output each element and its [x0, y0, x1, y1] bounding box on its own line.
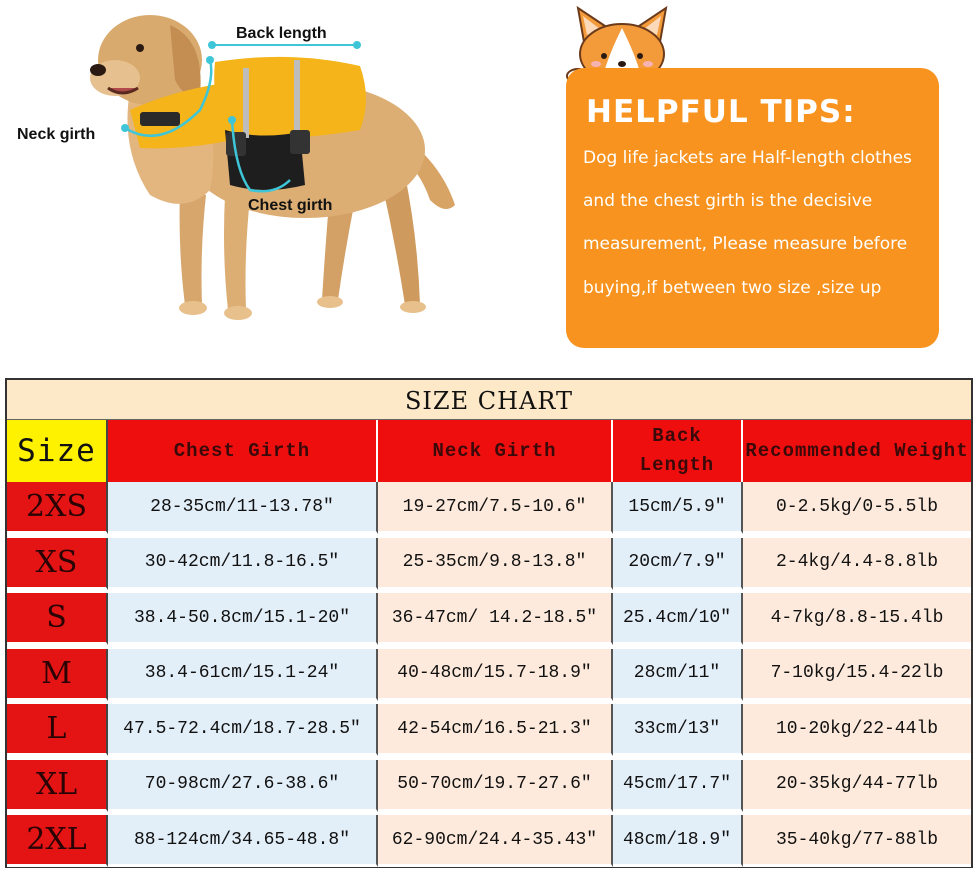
tips-line: Dog life jackets are Half-length clothes: [583, 148, 912, 168]
table-row: [7, 538, 971, 590]
back-length-cell: 15cm/5.9″: [613, 482, 743, 534]
size-chart-title: SIZE CHART: [7, 380, 971, 420]
recommended-weight-cell: 2-4kg/4.4-8.8lb: [743, 538, 971, 590]
neck-girth-cell: 19-27cm/7.5-10.6″: [378, 482, 613, 534]
neck-girth-cell: 42-54cm/16.5-21.3″: [378, 704, 613, 756]
tips-line: measurement, Please measure before: [583, 234, 908, 254]
table-row: [7, 593, 971, 645]
tips-line: buying,if between two size ,size up: [583, 278, 882, 298]
chest-girth-label: Chest girth: [248, 197, 333, 214]
size-cell: 2XS: [7, 482, 108, 534]
size-cell: L: [7, 704, 108, 756]
neck-girth-cell: 40-48cm/15.7-18.9″: [378, 649, 613, 701]
header-back-length: Back Length: [613, 420, 743, 482]
dog-with-life-jacket-illustration: [0, 0, 480, 360]
recommended-weight-cell: 7-10kg/15.4-22lb: [743, 649, 971, 701]
chest-girth-cell: 38.4-50.8cm/15.1-20″: [108, 593, 378, 645]
table-row: [7, 760, 971, 812]
header-chest-girth: Chest Girth: [108, 420, 378, 482]
chest-girth-cell: 88-124cm/34.65-48.8″: [108, 815, 378, 867]
back-length-cell: 45cm/17.7″: [613, 760, 743, 812]
recommended-weight-cell: 35-40kg/77-88lb: [743, 815, 971, 867]
header-size: Size: [7, 420, 108, 482]
neck-girth-cell: 62-90cm/24.4-35.43″: [378, 815, 613, 867]
header-neck-girth: Neck Girth: [378, 420, 613, 482]
back-length-cell: 33cm/13″: [613, 704, 743, 756]
recommended-weight-cell: 4-7kg/8.8-15.4lb: [743, 593, 971, 645]
table-row: [7, 704, 971, 756]
chest-girth-cell: 38.4-61cm/15.1-24″: [108, 649, 378, 701]
recommended-weight-cell: 10-20kg/22-44lb: [743, 704, 971, 756]
tips-title: HELPFUL TIPS:: [586, 94, 856, 130]
chest-girth-cell: 30-42cm/11.8-16.5″: [108, 538, 378, 590]
size-cell: XL: [7, 760, 108, 812]
tips-line: and the chest girth is the decisive: [583, 191, 873, 211]
size-cell: XS: [7, 538, 108, 590]
chest-girth-cell: 47.5-72.4cm/18.7-28.5″: [108, 704, 378, 756]
header-recommended-weight: Recommended Weight: [743, 420, 971, 482]
back-length-cell: 28cm/11″: [613, 649, 743, 701]
back-length-label: Back length: [236, 25, 327, 42]
table-row: [7, 815, 971, 867]
neck-girth-cell: 36-47cm/ 14.2-18.5″: [378, 593, 613, 645]
dog-measurement-illustration: [0, 0, 480, 360]
neck-girth-cell: 25-35cm/9.8-13.8″: [378, 538, 613, 590]
recommended-weight-cell: 0-2.5kg/0-5.5lb: [743, 482, 971, 534]
recommended-weight-cell: 20-35kg/44-77lb: [743, 760, 971, 812]
table-row: [7, 649, 971, 701]
back-length-cell: 20cm/7.9″: [613, 538, 743, 590]
table-row: [7, 482, 971, 534]
back-length-cell: 48cm/18.9″: [613, 815, 743, 867]
chest-girth-cell: 28-35cm/11-13.78″: [108, 482, 378, 534]
back-length-cell: 25.4cm/10″: [613, 593, 743, 645]
size-cell: 2XL: [7, 815, 108, 867]
neck-girth-cell: 50-70cm/19.7-27.6″: [378, 760, 613, 812]
size-cell: M: [7, 649, 108, 701]
size-cell: S: [7, 593, 108, 645]
chest-girth-cell: 70-98cm/27.6-38.6″: [108, 760, 378, 812]
helpful-tips-box: [566, 68, 939, 348]
size-chart-table: [5, 378, 973, 868]
neck-girth-label: Neck girth: [17, 126, 96, 143]
